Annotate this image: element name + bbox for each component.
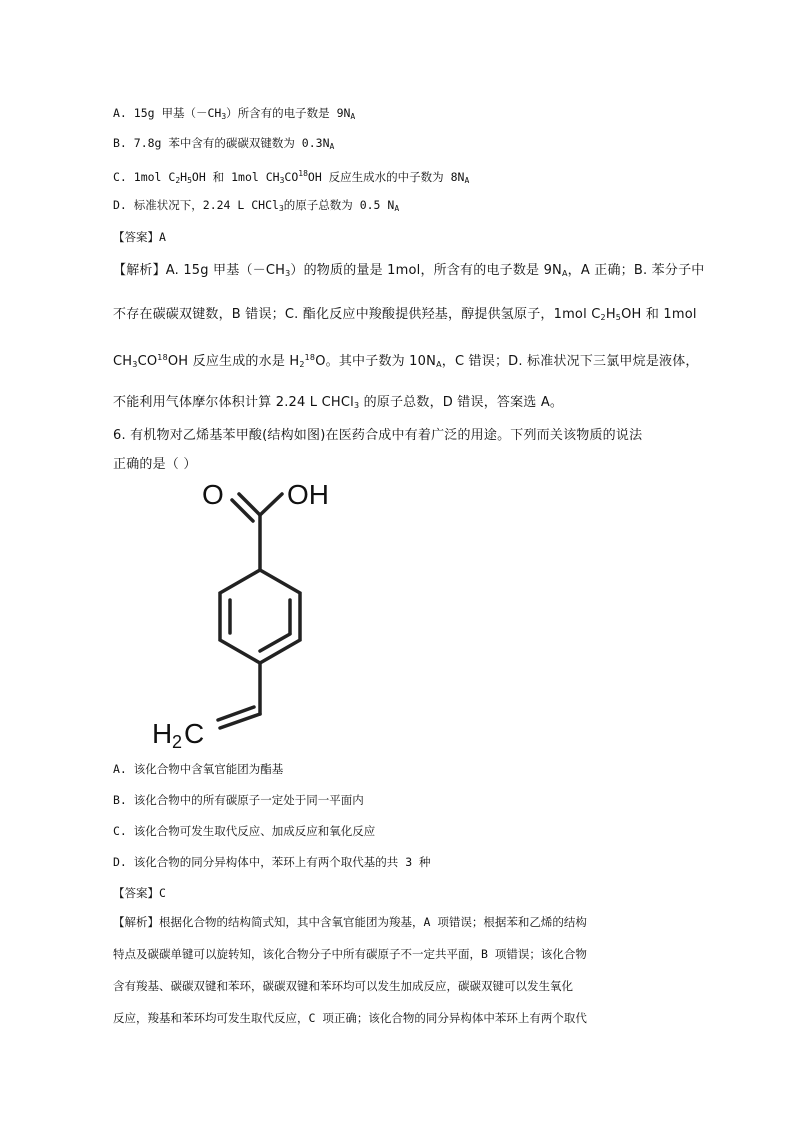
label-carbon: C: [184, 718, 205, 749]
text: OH 和 1mol CH: [191, 170, 280, 184]
text: CO: [137, 354, 158, 369]
text: 的原子总数为 0.5 N: [283, 198, 395, 212]
text: B. 7.8g 苯中含有的碳碳双键数为 0.3N: [113, 136, 330, 150]
q5-option-d: [113, 196, 399, 218]
subscript: A: [394, 204, 400, 213]
label-oxygen: O: [202, 479, 224, 510]
q6-stem-line-1: 6. 有机物对乙烯基苯甲酸(结构如图)在医药合成中有着广泛的用途。下列而关该物质的说法: [113, 428, 643, 443]
text: OH 和 1mol: [621, 307, 697, 322]
subscript: 3: [353, 401, 360, 410]
q5-analysis-line-4: [113, 394, 563, 415]
text: C. 1mol C: [113, 170, 176, 184]
q5-answer: 【答案】A: [113, 230, 166, 244]
subscript: A: [561, 269, 568, 278]
text: A. 15g 甲基（－CH: [113, 106, 222, 120]
superscript: 18: [298, 169, 308, 178]
q6-answer: 【答案】C: [113, 886, 166, 900]
text: ）的物质的量是 1mol，所含有的电子数是 9N: [290, 263, 562, 278]
text: ）所含有的电子数是 9N: [226, 106, 351, 120]
q6-analysis-line-3: 含有羧基、碳碳双键和苯环，碳碳双键和苯环均可以发生加成反应，碳碳双键可以发生氧化: [113, 979, 573, 993]
subscript: 2: [299, 360, 305, 369]
label-subscript-2: 2: [172, 732, 183, 750]
superscript: 18: [304, 353, 316, 362]
q6-stem-line-2: 正确的是（ ）: [113, 457, 197, 472]
subscript: 5: [615, 313, 622, 322]
label-hydroxyl: OH: [287, 479, 329, 510]
molecule-structure-diagram: [150, 478, 350, 750]
q5-analysis-line-2: [113, 306, 697, 327]
text: ，A 正确；B. 苯分子中: [567, 263, 705, 278]
subscript: 3: [278, 204, 284, 213]
text: H: [180, 170, 188, 184]
subscript: 3: [279, 176, 285, 185]
q6-analysis-line-2: 特点及碳碳单键可以旋转知，该化合物分子中所有碳原子不一定共平面，B 项错误；该化合物: [113, 947, 587, 961]
text: 【解析】A. 15g 甲基（－CH: [113, 263, 286, 278]
superscript: 18: [157, 353, 168, 362]
text: CO: [284, 170, 299, 184]
text: OH 反应生成的水是 H: [167, 354, 300, 369]
text: 不能利用气体摩尔体积计算 2.24 L CHCl: [113, 395, 354, 410]
subscript: 3: [285, 269, 291, 278]
q6-analysis-line-1: 【解析】根据化合物的结构简式知，其中含氧官能团为羧基，A 项错误；根据苯和乙烯的结构: [113, 915, 587, 929]
text: D. 标准状况下，2.24 L CHCl: [113, 198, 279, 212]
q6-option-a: A. 该化合物中含氧官能团为酯基: [113, 762, 284, 776]
subscript: A: [350, 112, 356, 121]
q6-analysis-line-4: 反应，羧基和苯环均可发生取代反应，C 项正确；该化合物的同分异构体中苯环上有两个取代: [113, 1011, 587, 1025]
q6-option-b: B. 该化合物中的所有碳原子一定处于同一平面内: [113, 793, 364, 807]
q5-option-a: [113, 104, 355, 126]
q5-option-b: [113, 134, 334, 156]
text: ，C 错误；D. 标准状况下三氯甲烷是液体，: [441, 354, 699, 369]
subscript: 3: [221, 112, 227, 121]
subscript: A: [464, 176, 470, 185]
subscript: 2: [600, 313, 606, 322]
text: CH: [113, 354, 133, 369]
label-hydrogen: H: [152, 718, 173, 749]
q5-analysis-line-3: [113, 349, 699, 374]
q6-option-d: D. 该化合物的同分异构体中，苯环上有两个取代基的共 3 种: [113, 855, 431, 869]
q5-analysis-line-1: [113, 262, 704, 283]
subscript: 2: [175, 176, 181, 185]
q6-option-c: C. 该化合物可发生取代反应、加成反应和氧化反应: [113, 824, 376, 838]
text: OH 反应生成水的中子数为 8N: [307, 170, 465, 184]
hydroxyl-bond: [260, 494, 282, 515]
subscript: 5: [187, 176, 192, 185]
subscript: 3: [132, 360, 138, 369]
text: H: [605, 307, 616, 322]
subscript: A: [329, 142, 335, 151]
text: O。其中子数为 10N: [315, 354, 437, 369]
text: 不存在碳碳双键数，B 错误；C. 酯化反应中羧酸提供羟基，醇提供氢原子，1mol C: [113, 307, 601, 322]
subscript: A: [436, 360, 442, 369]
text: 的原子总数，D 错误，答案选 A。: [359, 395, 564, 410]
q5-option-c: [113, 165, 469, 190]
